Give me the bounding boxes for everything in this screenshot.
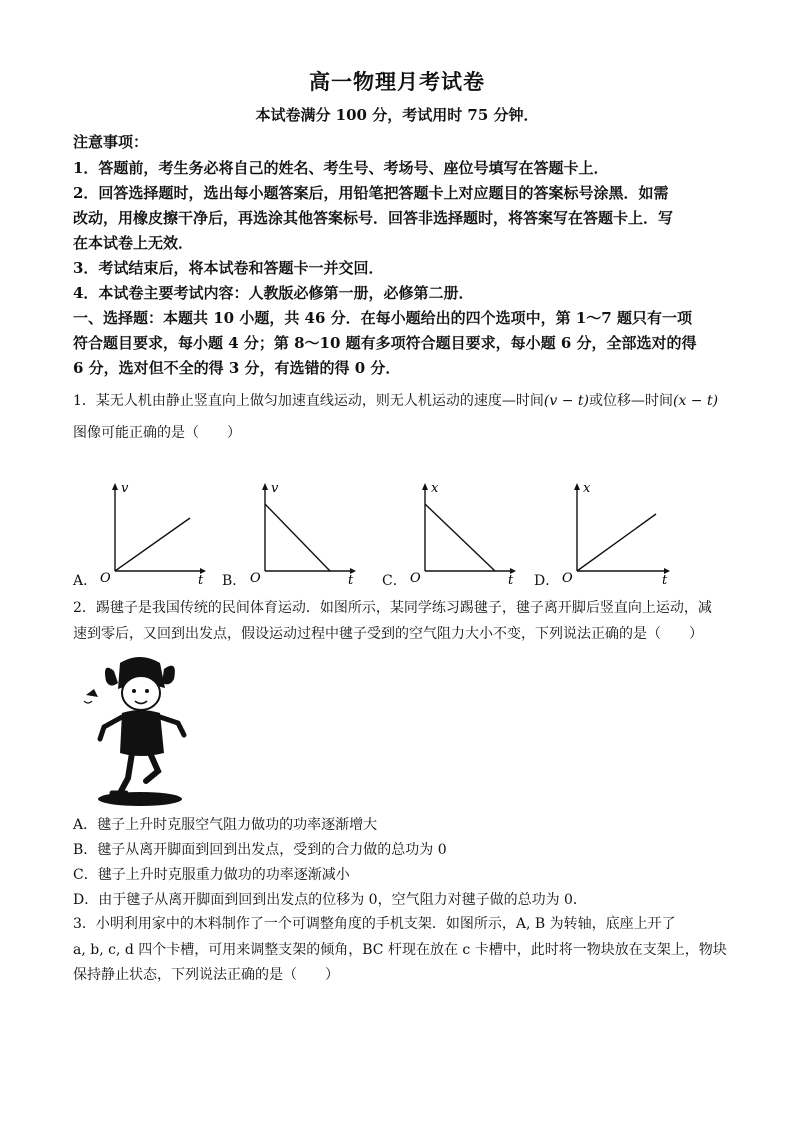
q1-stem-line-2: 图像可能正确的是（ ） [73,425,241,441]
y-axis-label: x [431,481,439,496]
q1-vt-label: (v − t) [543,393,589,409]
shuttlecock [86,689,98,697]
graph-line [425,504,495,571]
shuttlecock-kicker-figure [80,653,190,808]
standing-leg [120,753,132,793]
q1-stem-mid: 或位移—时间 [589,393,673,409]
face [122,676,160,710]
right-eye [145,689,149,693]
x-axis-label: t [662,573,668,586]
y-axis-label: v [271,481,279,496]
q3-stem-line-1: 3．小明利用家中的木料制作了一个可调整角度的手机支架．如图所示，A, B 为转轴，底座上开了 [73,916,676,932]
section1-line-2: 符合题目要求，每小题 4 分；第 8～10 题有多项符合题目要求，每小题 6 分，全部选对的得 [73,334,697,352]
x-axis-label: t [508,573,514,586]
notice-line-2: 2．回答选择题时，选出每小题答案后，用铅笔把答题卡上对应题目的答案标号涂黑．如需 [73,184,669,202]
q2-option-a: A．毽子上升时克服空气阻力做功的功率逐渐增大 [73,817,378,833]
origin-label: O [562,571,573,586]
q1-stem-text: 1．某无人机由静止竖直向上做匀加速直线运动，则无人机运动的速度—时间 [73,393,544,409]
motion-mark [84,701,92,703]
torso [120,710,164,756]
notice-line-4: 在本试卷上无效． [73,234,194,252]
q2-stem-line-2: 速到零后，又回到出发点，假设运动过程中毽子受到的空气阻力大小不变，下列说法正确的是（ ） [73,626,703,642]
notice-line-1: 1．答题前，考生务必将自己的姓名、考生号、考场号、座位号填写在答题卡上． [73,159,609,177]
y-axis-arrow [422,483,428,490]
left-ponytail [105,668,118,686]
q1-stem-line-1 [73,390,718,410]
q1-option-d-graph [552,476,677,586]
q1-option-b-graph [240,476,360,586]
q1-option-d-label: D． [534,573,560,589]
right-ponytail [162,666,175,685]
page-subtitle: 本试卷满分 100 分，考试用时 75 分钟． [255,106,539,124]
y-axis-label: v [121,481,129,496]
notice-line-5: 3．考试结束后，将本试卷和答题卡一并交回． [73,259,384,277]
q3-stem-line-2: a, b, c, d 四个卡槽，可用来调整支架的倾角，BC 杆现在放在 c 卡槽中，此时将一物块放在支架上，物块 [73,942,727,958]
q1-option-c-label: C． [382,573,407,589]
q2-stem-line-1: 2．踢毽子是我国传统的民间体育运动．如图所示，某同学练习踢毽子，毽子离开脚后竖直向上运动，减 [73,600,712,616]
q2-option-b: B．毽子从离开脚面到回到出发点，受到的合力做的总功为 0 [73,842,447,858]
q1-option-a-label: A． [73,573,98,589]
section1-line-1: 一、选择题：本题共 10 小题，共 46 分．在每小题给出的四个选项中，第 1～7 题只有一项 [73,309,692,327]
q1-option-c-graph [400,476,520,586]
q1-option-a-graph [90,476,210,586]
notice-heading: 注意事项： [73,133,149,151]
graph-line [265,504,330,571]
x-axis-label: t [198,573,204,586]
origin-label: O [100,571,111,586]
left-arm [100,717,122,739]
notice-line-3: 改动，用橡皮擦干净后，再选涂其他答案标号．回答非选择题时，将答案写在答题卡上．写 [73,209,674,227]
y-axis-arrow [262,483,268,490]
left-eye [132,689,136,693]
y-axis-arrow [574,483,580,490]
x-axis-label: t [348,573,354,586]
origin-label: O [410,571,421,586]
graph-line [577,514,656,571]
y-axis-label: x [583,481,591,496]
q2-option-c: C．毽子上升时克服重力做功的功率逐渐减小 [73,867,350,883]
kicking-leg [146,753,158,781]
graph-line [115,518,190,571]
section1-line-3: 6 分，选对但不全的得 3 分，有选错的得 0 分． [73,359,401,377]
page-title: 高一物理月考试卷 [309,69,485,94]
q1-xt-label: (x − t) [673,393,719,409]
right-arm [160,717,184,735]
y-axis-arrow [112,483,118,490]
notice-line-6: 4．本试卷主要考试内容：人教版必修第一册，必修第二册． [73,284,474,302]
q2-option-d: D．由于毽子从离开脚面到回到出发点的位移为 0，空气阻力对毽子做的总功为 0． [73,892,587,908]
q3-stem-line-3: 保持静止状态，下列说法正确的是（ ） [73,967,339,983]
q1-option-b-label: B． [222,573,247,589]
origin-label: O [250,571,261,586]
